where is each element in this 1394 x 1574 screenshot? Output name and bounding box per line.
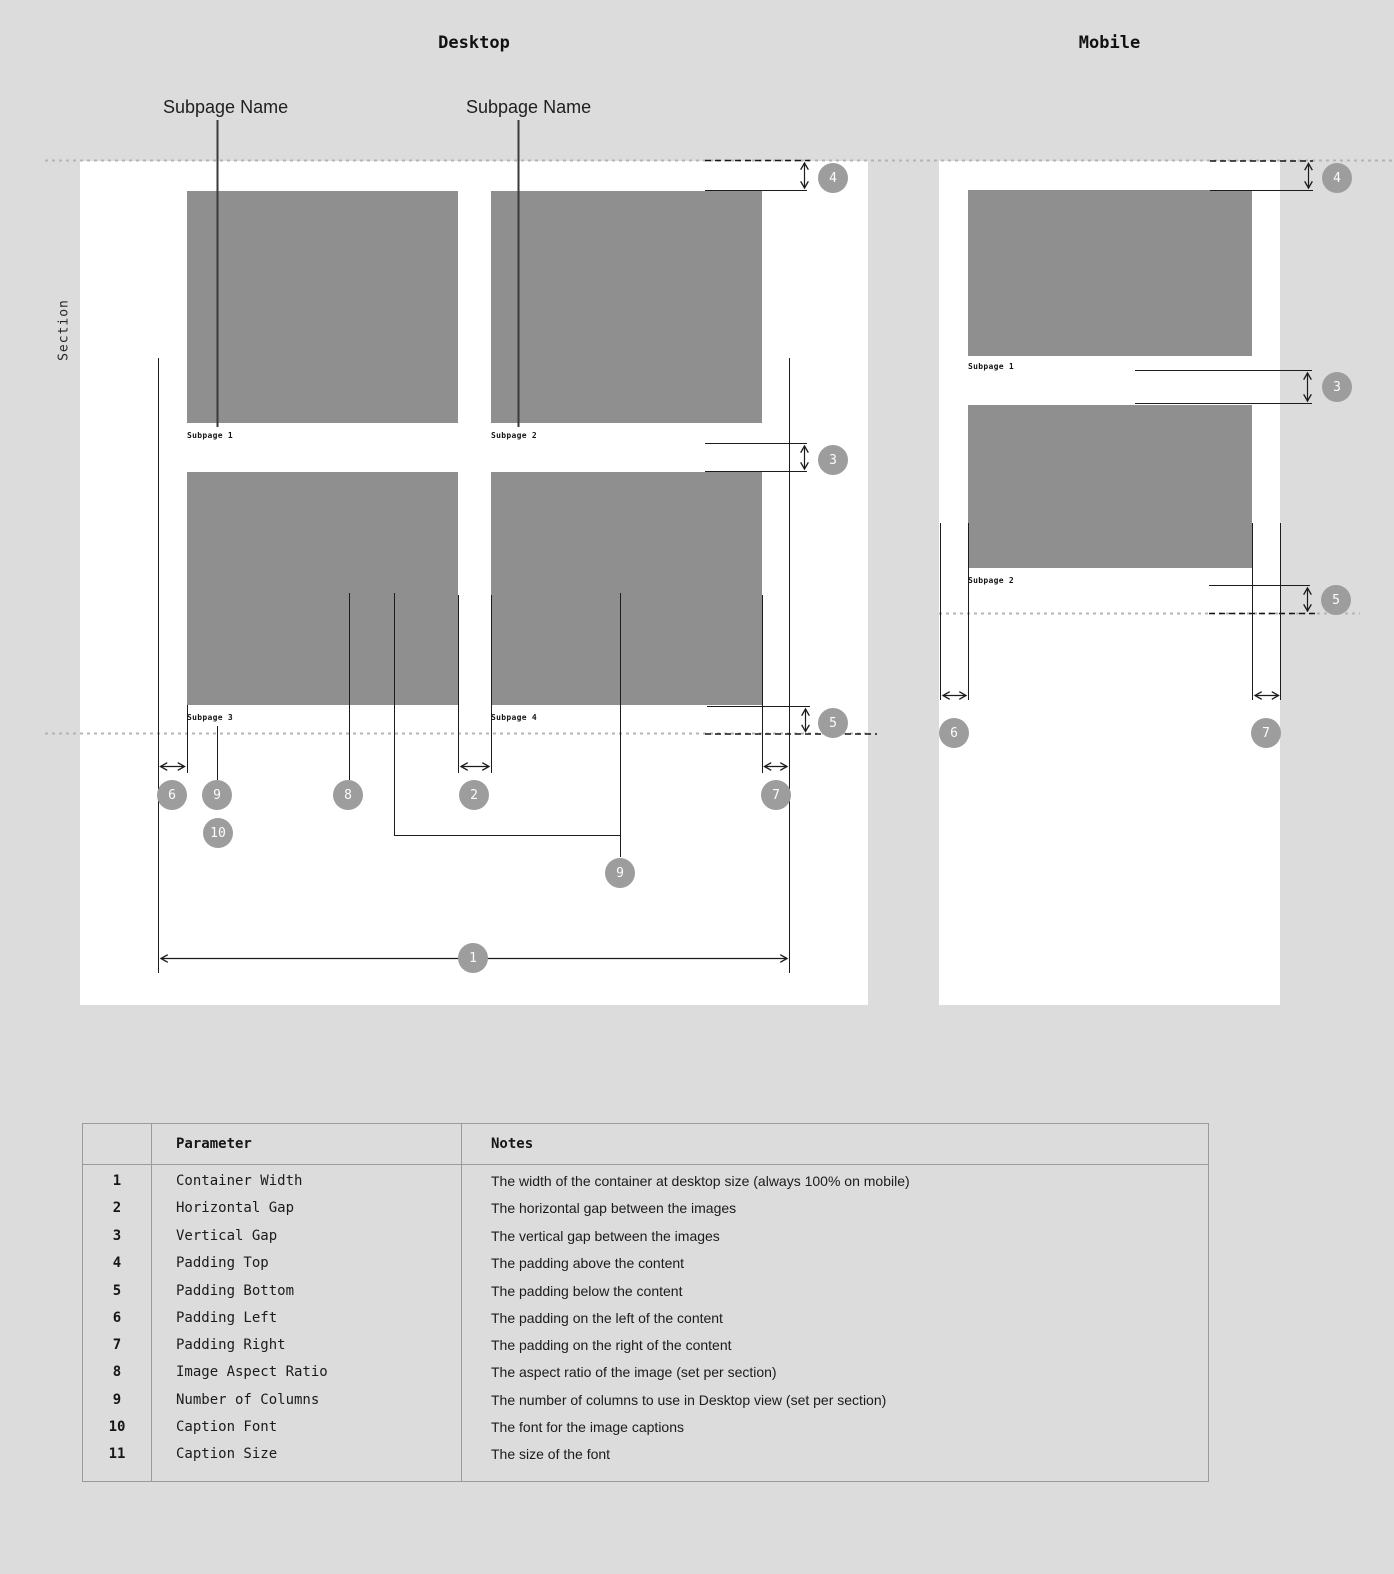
image-caption: Subpage 1 <box>187 431 234 440</box>
annotation-badge: 4 <box>1322 163 1352 193</box>
image-caption: Subpage 2 <box>968 576 1015 585</box>
annotation-badge: 6 <box>157 780 187 810</box>
annotation-badge: 1 <box>458 943 488 973</box>
mobile-view-title: Mobile <box>1078 33 1141 53</box>
table-row: 11 Caption Size The size of the font <box>108 1446 611 1462</box>
table-row: 9 Number of Columns The number of columns to use in Desktop view (set per section) <box>112 1392 887 1408</box>
annotation-badge: 9 <box>605 858 635 888</box>
table-row: 3 Vertical Gap The vertical gap between the images <box>112 1228 720 1244</box>
subpage-name-label-left: Subpage Name <box>163 97 289 117</box>
image-caption: Subpage 2 <box>491 431 538 440</box>
annotation-badge: 7 <box>761 780 791 810</box>
column-header-parameter: Parameter <box>176 1136 252 1152</box>
table-row: 4 Padding Top The padding above the content <box>112 1255 685 1271</box>
table-header-rule <box>83 1164 1208 1165</box>
annotation-badge: 3 <box>1322 372 1352 402</box>
image-caption: Subpage 3 <box>187 713 234 722</box>
table-row: 5 Padding Bottom The padding below the content <box>112 1283 683 1299</box>
table-row: 6 Padding Left The padding on the left of the content <box>112 1310 723 1326</box>
image-placeholder <box>187 191 458 423</box>
desktop-view-title: Desktop <box>438 33 510 53</box>
column-header-notes: Notes <box>491 1136 534 1152</box>
image-caption: Subpage 4 <box>491 713 538 722</box>
table-row: 10 Caption Font The font for the image captions <box>108 1419 684 1435</box>
annotation-badge: 9 <box>202 780 232 810</box>
table-row: 2 Horizontal Gap The horizontal gap between the images <box>112 1200 737 1216</box>
image-placeholder <box>491 472 762 705</box>
section-label: Section <box>56 299 72 361</box>
annotation-badge: 7 <box>1251 718 1281 748</box>
image-placeholder <box>968 405 1252 568</box>
image-placeholder <box>968 190 1252 356</box>
annotation-badge: 5 <box>1321 585 1351 615</box>
annotation-badge: 2 <box>459 780 489 810</box>
annotation-badge: 10 <box>203 818 233 848</box>
parameter-table <box>82 1123 1209 1482</box>
annotation-badge: 8 <box>333 780 363 810</box>
table-row: 1 Container Width The width of the container at desktop size (always 100% on mobile) <box>112 1173 910 1189</box>
annotation-badge: 5 <box>818 708 848 738</box>
annotation-badge: 3 <box>818 445 848 475</box>
annotation-badge: 6 <box>939 718 969 748</box>
table-row: 7 Padding Right The padding on the right of the content <box>112 1337 732 1353</box>
image-placeholder <box>187 472 458 705</box>
image-caption: Subpage 1 <box>968 362 1015 371</box>
image-placeholder <box>491 191 762 423</box>
annotation-badge: 4 <box>818 163 848 193</box>
table-row: 8 Image Aspect Ratio The aspect ratio of the image (set per section) <box>112 1364 777 1380</box>
subpage-name-label-right: Subpage Name <box>466 97 592 117</box>
